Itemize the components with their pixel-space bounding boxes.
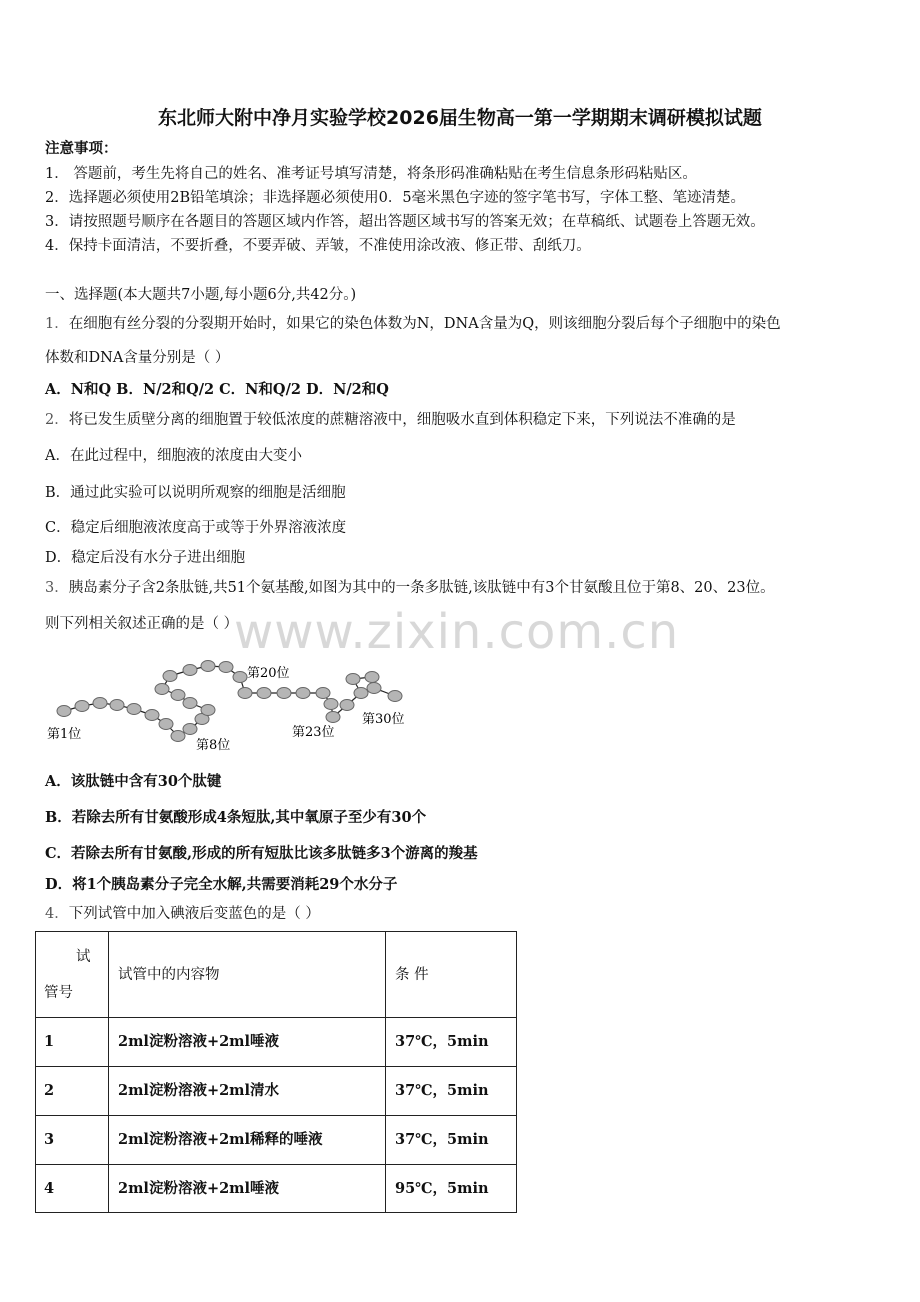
table-row-4-condition: 95℃，5min (395, 1180, 489, 1197)
amino-acid-bead (233, 672, 247, 683)
table-row-2-tube: 2 (44, 1082, 55, 1099)
notice-item-3: 3．请按照题号顺序在各题目的答题区域内作答，超出答题区域书写的答案无效；在草稿纸、试题卷上答题无效。 (45, 214, 765, 230)
label-position-30: 第30位 (362, 712, 405, 727)
question-2-option-a: A．在此过程中，细胞液的浓度由大变小 (45, 448, 302, 464)
question-3-option-d: D．将1个胰岛素分子完全水解,共需要消耗29个水分子 (45, 876, 398, 893)
amino-acid-bead (316, 688, 330, 699)
amino-acid-bead (57, 706, 71, 717)
amino-acid-bead (93, 698, 107, 709)
amino-acid-bead (296, 688, 310, 699)
table-row-1-tube: 1 (44, 1033, 55, 1050)
question-stem: 在细胞有丝分裂的分裂期开始时，如果它的染色体数为N，DNA含量为Q，则该细胞分裂后每个子细胞中的染色 (68, 316, 781, 332)
question-2-option-d: D．稳定后没有水分子进出细胞 (45, 550, 246, 566)
amino-acid-bead (326, 712, 340, 723)
amino-acid-bead (145, 710, 159, 721)
table-row-4-tube: 4 (44, 1180, 55, 1197)
amino-acid-bead (365, 672, 379, 683)
amino-acid-bead (159, 719, 173, 730)
amino-acid-bead (367, 683, 381, 694)
amino-acid-bead (388, 691, 402, 702)
amino-acid-bead (110, 700, 124, 711)
amino-acid-bead (340, 700, 354, 711)
amino-acid-bead (201, 661, 215, 672)
header-tube-2: 管号 (44, 985, 73, 1001)
table-row-1-condition: 37℃，5min (395, 1033, 489, 1050)
question-number: 3． (45, 580, 69, 596)
amino-acid-bead (75, 701, 89, 712)
amino-acid-bead (201, 705, 215, 716)
amino-acid-bead (354, 688, 368, 699)
table-row-3-condition: 37℃，5min (395, 1131, 489, 1148)
question-3-option-b: B．若除去所有甘氨酸形成4条短肽,其中氧原子至少有30个 (45, 809, 427, 826)
peptide-chain-figure (40, 655, 420, 755)
table-row-2-condition: 37℃，5min (395, 1082, 489, 1099)
table-row-3-tube: 3 (44, 1131, 55, 1148)
question-2-option-b: B．通过此实验可以说明所观察的细胞是活细胞 (45, 485, 346, 501)
header-contents: 试管中的内容物 (118, 967, 220, 983)
amino-acid-bead (127, 704, 141, 715)
chain-beads (57, 661, 402, 742)
amino-acid-bead (219, 662, 233, 673)
question-3 (45, 578, 775, 598)
question-number: 2． (45, 412, 69, 428)
table-row-4-contents: 2ml淀粉溶液+2ml唾液 (118, 1180, 280, 1197)
question-number: 4． (45, 906, 69, 922)
notice-heading: 注意事项： (45, 140, 118, 157)
question-4 (45, 904, 320, 924)
question-3-option-c: C．若除去所有甘氨酸,形成的所有短肽比该多肽链多3个游离的羧基 (45, 845, 478, 862)
amino-acid-bead (238, 688, 252, 699)
notice-item-4: 4．保持卡面清洁，不要折叠，不要弄破、弄皱，不准使用涂改液、修正带、刮纸刀。 (45, 238, 591, 254)
question-2 (45, 410, 736, 430)
question-1-options: A．N和Q B．N/2和Q/2 C．N和Q/2 D．N/2和Q (45, 381, 389, 398)
amino-acid-bead (163, 671, 177, 682)
question-stem: 胰岛素分子含2条肽链,共51个氨基酸,如图为其中的一条多肽链,该肽链中有3个甘氨酸且位于第8、20、23位。 (68, 580, 775, 596)
question-stem: 下列试管中加入碘液后变蓝色的是（ ） (68, 906, 320, 922)
label-position-20: 第20位 (247, 666, 290, 681)
amino-acid-bead (183, 665, 197, 676)
amino-acid-bead (171, 731, 185, 742)
question-1-line2: 体数和DNA含量分别是（ ） (45, 350, 230, 366)
amino-acid-bead (324, 699, 338, 710)
question-2-option-c: C．稳定后细胞液浓度高于或等于外界溶液浓度 (45, 520, 347, 536)
label-position-23: 第23位 (292, 725, 335, 740)
label-position-8: 第8位 (196, 738, 231, 753)
amino-acid-bead (277, 688, 291, 699)
notice-item-2: 2．选择题必须使用2B铅笔填涂；非选择题必须使用0．5毫米黑色字迹的签字笔书写，字体工整、笔迹清楚。 (45, 190, 746, 206)
watermark: www.zixin.com.cn (234, 604, 680, 660)
table-row-2-contents: 2ml淀粉溶液+2ml清水 (118, 1082, 280, 1099)
amino-acid-bead (346, 674, 360, 685)
amino-acid-bead (171, 690, 185, 701)
section-heading: 一、选择题(本大题共7小题,每小题6分,共42分。) (45, 287, 357, 303)
header-tube-1: 试 (76, 949, 91, 965)
amino-acid-bead (183, 698, 197, 709)
question-1 (45, 314, 781, 334)
notice-item-1: 1． 答题前，考生先将自己的姓名、准考证号填写清楚，将条形码准确粘贴在考生信息条形码粘贴区。 (45, 166, 697, 182)
page-title: 东北师大附中净月实验学校2026届生物高一第一学期期末调研模拟试题 (158, 107, 762, 129)
amino-acid-bead (257, 688, 271, 699)
amino-acid-bead (183, 724, 197, 735)
question-3-option-a: A．该肽链中含有30个肽键 (45, 773, 222, 790)
test-tube-table (35, 931, 517, 1213)
question-3-line2: 则下列相关叙述正确的是（ ） (45, 616, 239, 632)
amino-acid-bead (155, 684, 169, 695)
header-condition: 条 件 (395, 967, 429, 983)
table-row-3-contents: 2ml淀粉溶液+2ml稀释的唾液 (118, 1131, 323, 1148)
table-row-1-contents: 2ml淀粉溶液+2ml唾液 (118, 1033, 280, 1050)
question-number: 1． (45, 316, 69, 332)
question-stem: 将已发生质壁分离的细胞置于较低浓度的蔗糖溶液中，细胞吸水直到体积稳定下来，下列说法不准确的是 (68, 412, 736, 428)
label-position-1: 第1位 (47, 727, 82, 742)
